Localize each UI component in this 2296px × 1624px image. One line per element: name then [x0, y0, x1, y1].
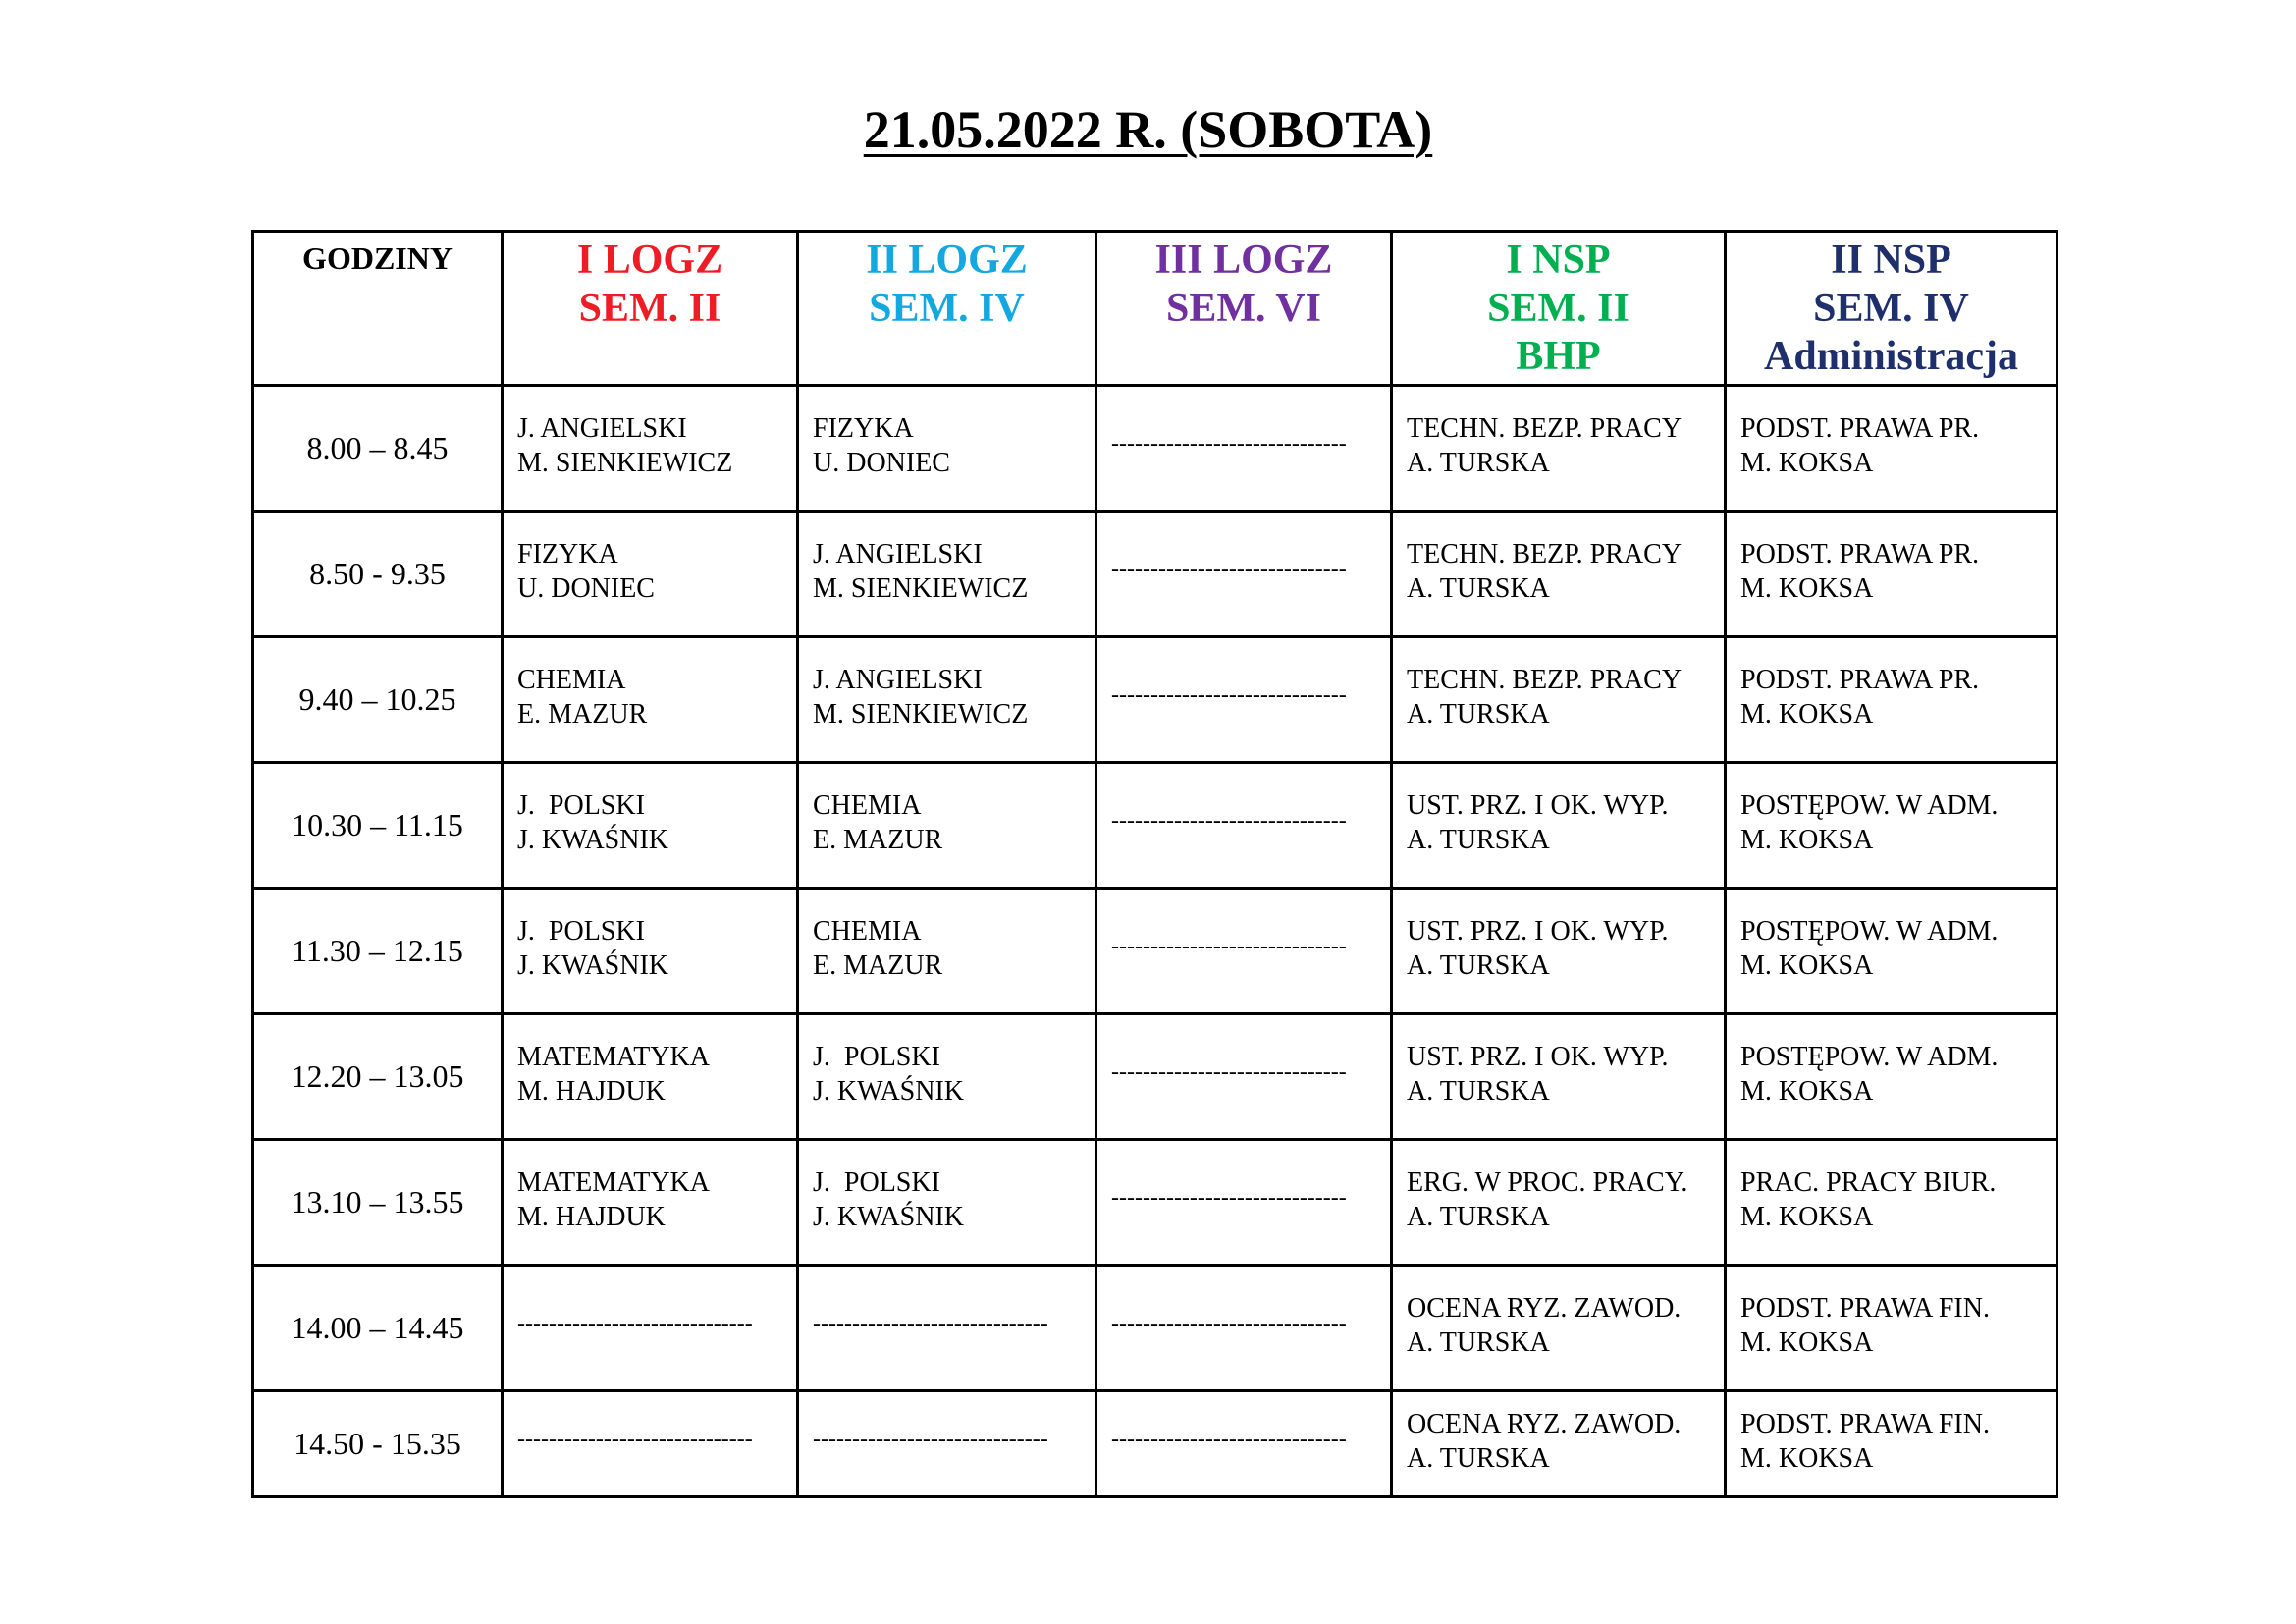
header-i-nsp-semester: SEM. II — [1487, 286, 1629, 331]
lesson-subject: POSTĘPOW. W ADM. — [1740, 789, 1999, 821]
lesson-cell — [798, 889, 1096, 1014]
lesson-teacher: U. DONIEC — [517, 572, 655, 604]
empty-dash: ------------------------------ — [517, 1311, 753, 1336]
table-row — [253, 637, 2057, 763]
lesson-teacher: M. KOKSA — [1740, 572, 1874, 604]
lesson-teacher: M. SIENKIEWICZ — [517, 447, 733, 478]
lesson-cell — [1726, 1014, 2057, 1140]
empty-cell — [1096, 637, 1392, 763]
lesson-teacher: U. DONIEC — [813, 447, 950, 478]
header-iii-logz — [1096, 232, 1392, 386]
empty-dash: ------------------------------ — [1111, 431, 1347, 457]
lesson-subject: CHEMIA — [517, 664, 626, 695]
table-row — [253, 1391, 2057, 1497]
lesson-cell — [1726, 763, 2057, 889]
header-i-nsp-group: I NSP — [1506, 238, 1611, 283]
lesson-teacher: M. KOKSA — [1740, 949, 1874, 981]
empty-dash: ------------------------------ — [1111, 1059, 1347, 1085]
empty-cell — [1096, 512, 1392, 637]
lesson-subject: FIZYKA — [813, 412, 914, 444]
lesson-subject: PODST. PRAWA FIN. — [1740, 1292, 1990, 1324]
page-title: 21.05.2022 R. (SOBOTA) — [863, 100, 1433, 159]
empty-cell — [798, 1266, 1096, 1391]
lesson-cell — [1726, 889, 2057, 1014]
header-iii-logz-semester: SEM. VI — [1166, 286, 1321, 331]
time-slot: 10.30 – 11.15 — [253, 763, 503, 889]
lesson-subject: J. POLSKI — [517, 789, 645, 821]
table-row — [253, 889, 2057, 1014]
empty-cell — [1096, 386, 1392, 512]
empty-dash: ------------------------------ — [1111, 934, 1347, 959]
empty-dash: ------------------------------ — [1111, 1311, 1347, 1336]
lesson-cell — [798, 1014, 1096, 1140]
time-slot: 9.40 – 10.25 — [253, 637, 503, 763]
lesson-teacher: A. TURSKA — [1407, 1442, 1550, 1474]
header-ii-logz-semester: SEM. IV — [869, 286, 1025, 331]
lesson-teacher: A. TURSKA — [1407, 949, 1550, 981]
lesson-cell — [798, 763, 1096, 889]
lesson-teacher: M. SIENKIEWICZ — [813, 572, 1029, 604]
lesson-subject: UST. PRZ. I OK. WYP. — [1407, 1041, 1669, 1072]
lesson-subject: J. POLSKI — [813, 1041, 940, 1072]
lesson-cell — [503, 1140, 798, 1266]
lesson-cell — [1726, 386, 2057, 512]
lesson-subject: MATEMATYKA — [517, 1041, 710, 1072]
table-row — [253, 763, 2057, 889]
header-i-logz-semester: SEM. II — [578, 286, 721, 331]
lesson-subject: PODST. PRAWA FIN. — [1740, 1408, 1990, 1439]
lesson-subject: TECHN. BEZP. PRACY — [1407, 664, 1682, 695]
lesson-teacher: M. HAJDUK — [517, 1201, 666, 1232]
lesson-teacher: M. KOKSA — [1740, 1326, 1874, 1358]
empty-dash: ------------------------------ — [1111, 1427, 1347, 1452]
lesson-subject: POSTĘPOW. W ADM. — [1740, 915, 1999, 947]
lesson-cell — [503, 763, 798, 889]
lesson-cell — [1392, 637, 1726, 763]
lesson-subject: J. ANGIELSKI — [813, 664, 983, 695]
empty-dash: ------------------------------ — [517, 1427, 753, 1452]
header-i-logz — [503, 232, 798, 386]
header-ii-nsp — [1726, 232, 2057, 386]
lesson-teacher: E. MAZUR — [813, 824, 943, 855]
lesson-teacher: A. TURSKA — [1407, 572, 1550, 604]
lesson-subject: J. ANGIELSKI — [517, 412, 687, 444]
empty-dash: ------------------------------ — [813, 1427, 1048, 1452]
lesson-subject: UST. PRZ. I OK. WYP. — [1407, 789, 1669, 821]
lesson-teacher: A. TURSKA — [1407, 698, 1550, 730]
lesson-cell — [1392, 386, 1726, 512]
lesson-cell — [1726, 1140, 2057, 1266]
header-iii-logz-group: III LOGZ — [1154, 238, 1333, 283]
empty-dash: ------------------------------ — [1111, 682, 1347, 708]
lesson-subject: MATEMATYKA — [517, 1166, 710, 1198]
lesson-cell — [798, 386, 1096, 512]
lesson-subject: J. ANGIELSKI — [813, 538, 983, 569]
header-hours: GODZINY — [253, 232, 503, 386]
lesson-teacher: A. TURSKA — [1407, 1075, 1550, 1107]
time-slot: 12.20 – 13.05 — [253, 1014, 503, 1140]
lesson-subject: POSTĘPOW. W ADM. — [1740, 1041, 1999, 1072]
lesson-cell — [798, 1140, 1096, 1266]
lesson-subject: CHEMIA — [813, 789, 922, 821]
lesson-teacher: A. TURSKA — [1407, 1201, 1550, 1232]
time-slot: 8.00 – 8.45 — [253, 386, 503, 512]
lesson-teacher: J. KWAŚNIK — [813, 1201, 964, 1232]
lesson-cell — [798, 637, 1096, 763]
lesson-teacher: M. KOKSA — [1740, 447, 1874, 478]
table-row — [253, 1266, 2057, 1391]
empty-cell — [798, 1391, 1096, 1497]
lesson-teacher: A. TURSKA — [1407, 447, 1550, 478]
table-row — [253, 386, 2057, 512]
lesson-cell — [1392, 1014, 1726, 1140]
lesson-subject: J. POLSKI — [813, 1166, 940, 1198]
lesson-cell — [1392, 763, 1726, 889]
time-slot: 8.50 - 9.35 — [253, 512, 503, 637]
lesson-subject: J. POLSKI — [517, 915, 645, 947]
table-row — [253, 1014, 2057, 1140]
lesson-teacher: J. KWAŚNIK — [517, 824, 668, 855]
header-i-logz-group: I LOGZ — [576, 238, 723, 283]
empty-cell — [503, 1391, 798, 1497]
empty-cell — [503, 1266, 798, 1391]
time-slot: 14.50 - 15.35 — [253, 1391, 503, 1497]
lesson-cell — [1726, 637, 2057, 763]
header-ii-logz-group: II LOGZ — [866, 238, 1028, 283]
lesson-subject: OCENA RYZ. ZAWOD. — [1407, 1292, 1682, 1324]
empty-cell — [1096, 763, 1392, 889]
lesson-subject: OCENA RYZ. ZAWOD. — [1407, 1408, 1682, 1439]
lesson-subject: CHEMIA — [813, 915, 922, 947]
lesson-teacher: M. KOKSA — [1740, 1442, 1874, 1474]
lesson-subject: PRAC. PRACY BIUR. — [1740, 1166, 1997, 1198]
lesson-cell — [1726, 1266, 2057, 1391]
header-row — [253, 232, 2057, 386]
header-ii-nsp-specialty: Administracja — [1764, 334, 2018, 379]
table-row — [253, 1140, 2057, 1266]
empty-cell — [1096, 1391, 1392, 1497]
header-i-nsp — [1392, 232, 1726, 386]
lesson-subject: UST. PRZ. I OK. WYP. — [1407, 915, 1669, 947]
empty-dash: ------------------------------ — [1111, 1185, 1347, 1211]
lesson-cell — [1392, 1266, 1726, 1391]
lesson-subject: TECHN. BEZP. PRACY — [1407, 412, 1682, 444]
lesson-cell — [798, 512, 1096, 637]
schedule-table — [251, 230, 2058, 1498]
lesson-cell — [503, 637, 798, 763]
lesson-subject: PODST. PRAWA PR. — [1740, 664, 1980, 695]
lesson-teacher: J. KWAŚNIK — [517, 949, 668, 981]
lesson-subject: FIZYKA — [517, 538, 618, 569]
lesson-cell — [503, 889, 798, 1014]
lesson-teacher: M. KOKSA — [1740, 1201, 1874, 1232]
time-slot: 13.10 – 13.55 — [253, 1140, 503, 1266]
time-slot: 14.00 – 14.45 — [253, 1266, 503, 1391]
lesson-teacher: A. TURSKA — [1407, 824, 1550, 855]
table-row — [253, 512, 2057, 637]
lesson-subject: PODST. PRAWA PR. — [1740, 538, 1980, 569]
header-ii-nsp-semester: SEM. IV — [1813, 286, 1969, 331]
lesson-subject: PODST. PRAWA PR. — [1740, 412, 1980, 444]
lesson-subject: ERG. W PROC. PRACY. — [1407, 1166, 1688, 1198]
lesson-teacher: J. KWAŚNIK — [813, 1075, 964, 1107]
lesson-cell — [1726, 1391, 2057, 1497]
empty-dash: ------------------------------ — [813, 1311, 1048, 1336]
lesson-teacher: M. HAJDUK — [517, 1075, 666, 1107]
lesson-teacher: M. KOKSA — [1740, 698, 1874, 730]
header-ii-nsp-group: II NSP — [1831, 238, 1951, 283]
empty-dash: ------------------------------ — [1111, 808, 1347, 834]
lesson-cell — [1392, 1140, 1726, 1266]
lesson-cell — [1392, 889, 1726, 1014]
lesson-teacher: M. KOKSA — [1740, 1075, 1874, 1107]
lesson-cell — [1392, 512, 1726, 637]
header-i-nsp-specialty: BHP — [1516, 334, 1601, 379]
header-ii-logz — [798, 232, 1096, 386]
lesson-cell — [1726, 512, 2057, 637]
lesson-teacher: E. MAZUR — [517, 698, 648, 730]
empty-dash: ------------------------------ — [1111, 557, 1347, 582]
lesson-teacher: M. SIENKIEWICZ — [813, 698, 1029, 730]
time-slot: 11.30 – 12.15 — [253, 889, 503, 1014]
empty-cell — [1096, 1266, 1392, 1391]
lesson-cell — [1392, 1391, 1726, 1497]
empty-cell — [1096, 1140, 1392, 1266]
lesson-subject: TECHN. BEZP. PRACY — [1407, 538, 1682, 569]
lesson-cell — [503, 1014, 798, 1140]
lesson-cell — [503, 386, 798, 512]
lesson-cell — [503, 512, 798, 637]
lesson-teacher: A. TURSKA — [1407, 1326, 1550, 1358]
empty-cell — [1096, 889, 1392, 1014]
lesson-teacher: E. MAZUR — [813, 949, 943, 981]
schedule-body — [253, 386, 2057, 1497]
empty-cell — [1096, 1014, 1392, 1140]
lesson-teacher: M. KOKSA — [1740, 824, 1874, 855]
